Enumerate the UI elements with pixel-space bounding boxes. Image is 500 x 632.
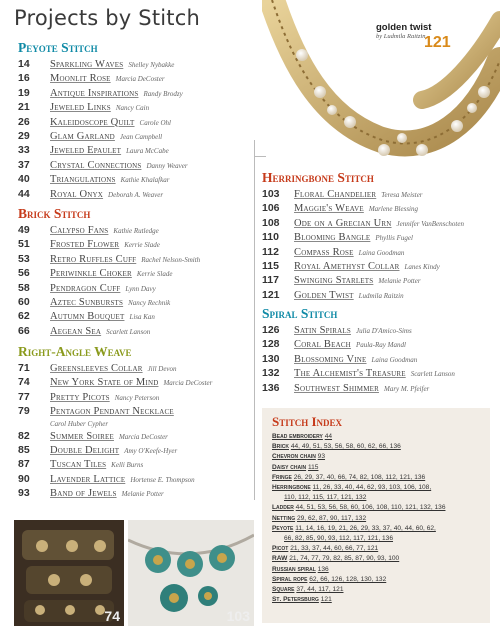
project-title-link[interactable]: Triangulations (50, 174, 116, 186)
project-author: Julia D'Amico-Sims (355, 327, 412, 335)
project-author: Carole Ohl (139, 118, 171, 127)
project-row (262, 324, 455, 338)
project-author: Danny Weaver (146, 161, 188, 170)
project-row (262, 217, 464, 231)
project-row (18, 362, 212, 376)
project-row (18, 267, 200, 281)
project-author: Mary M. Pfeifer (383, 384, 430, 393)
section-spiral (262, 306, 455, 396)
project-page-number: 106 (262, 202, 280, 215)
index-term: Square (272, 586, 295, 594)
stitch-index-list (262, 432, 490, 605)
project-author: Lanes Kindy (404, 262, 440, 271)
project-author: Nancy Cain (115, 104, 150, 113)
project-row (18, 444, 212, 458)
project-page-number: 128 (262, 338, 280, 351)
project-title-link[interactable]: Greensleeves Collar (50, 363, 143, 374)
project-author: Rachel Nelson-Smith (141, 255, 201, 264)
index-entry (272, 463, 490, 473)
index-pages-link[interactable]: 21, 74, 77, 79, 82, 85, 87, 90, 93, 100 (289, 555, 400, 563)
project-page-number: 79 (18, 405, 30, 418)
project-row (18, 87, 188, 101)
project-title-link[interactable]: Royal Amethyst Collar (294, 260, 400, 272)
index-pages-link[interactable]: 93 (317, 453, 326, 461)
project-page-number: 53 (18, 252, 30, 265)
project-row (18, 282, 200, 296)
project-title-link[interactable]: Crystal Connections (50, 159, 142, 171)
project-row (18, 325, 200, 339)
index-term: Picot (272, 545, 289, 553)
project-page-number: 82 (18, 429, 30, 442)
index-entry (272, 473, 490, 483)
project-row (18, 101, 188, 115)
project-author: Marcia DeCoster (163, 379, 213, 388)
index-entry (272, 452, 490, 462)
project-title-link[interactable]: Royal Onyx (50, 188, 104, 200)
photo-caption-author: by Ludmila Raitzin (376, 33, 426, 40)
project-title-link[interactable]: Antique Inspirations (50, 87, 139, 99)
project-author: Nancy Rechnik (128, 298, 171, 307)
project-author: Kathie Rutledge (113, 227, 159, 235)
project-title-link[interactable]: Maggie's Weave (294, 203, 364, 215)
bottom-photo-page: 74 (104, 608, 120, 624)
project-author: Jennifer VanBenschoten (396, 219, 464, 228)
section-peyote (18, 40, 188, 202)
project-row (262, 289, 464, 303)
index-pages-link[interactable]: 44, 49, 51, 53, 56, 58, 60, 62, 66, 136 (290, 443, 401, 451)
project-row (18, 296, 200, 310)
index-pages-link[interactable]: 66, 82, 85, 90, 93, 112, 117, 121, 136 (284, 535, 394, 543)
project-author: Jill Devon (147, 365, 177, 373)
index-pages-link[interactable]: 121 (320, 596, 332, 604)
section-heading: Peyote Stitch (18, 40, 98, 55)
project-author: Lisa Kan (129, 313, 155, 322)
project-page-number: 117 (262, 274, 279, 287)
project-author: Hortense E. Thompson (130, 475, 195, 484)
index-term: Herringbone (272, 484, 311, 492)
section-heading: Herringbone Stitch (262, 170, 374, 185)
project-page-number: 44 (18, 187, 30, 200)
project-author: Marcia DeCoster (118, 432, 168, 441)
project-page-number: 19 (18, 86, 30, 99)
project-page-number: 136 (262, 381, 280, 394)
project-title-link[interactable]: Frosted Flower (50, 239, 120, 251)
project-author: Kerrie Slade (136, 270, 173, 279)
project-page-number: 130 (262, 352, 280, 365)
project-page-number: 115 (262, 259, 279, 272)
index-term: Peyote (272, 524, 294, 532)
index-term: Spiral rope (272, 575, 308, 583)
project-row (18, 253, 200, 267)
index-term: Fringe (272, 473, 292, 481)
project-author: Carol Huber Cypher (50, 419, 109, 428)
section-heading: Brick Stitch (18, 206, 91, 221)
project-page-number: 37 (18, 158, 30, 171)
project-author: Kathie Khalafkar (120, 176, 170, 185)
index-pages-link[interactable]: 115 (307, 463, 319, 471)
stitch-index-title: Stitch Index (272, 414, 343, 429)
project-row (18, 391, 212, 405)
index-term: RAW (272, 555, 288, 563)
project-title-link[interactable]: Satin Spirals (294, 325, 351, 336)
project-row (262, 338, 455, 352)
project-title-link[interactable]: New York State of Mind (50, 377, 159, 389)
index-entry (272, 503, 490, 513)
project-page-number: 14 (18, 58, 30, 70)
project-page-number: 103 (262, 188, 280, 200)
project-title-link[interactable]: Glam Garland (50, 130, 115, 142)
project-title-link[interactable]: Pendragon Cuff (50, 282, 121, 294)
project-page-number: 108 (262, 216, 280, 229)
project-row (262, 231, 464, 245)
project-row (262, 260, 464, 274)
project-row (18, 130, 188, 144)
project-title-link[interactable]: Sparkling Waves (50, 59, 124, 70)
project-author: Kerrie Slade (124, 241, 160, 250)
column-divider-tick (254, 156, 266, 157)
project-title-link[interactable]: Lavender Lattice (50, 473, 126, 485)
index-pages-link[interactable]: 44, 51, 53, 56, 58, 60, 106, 108, 110, 121, 132, 136 (295, 504, 446, 512)
index-pages-link[interactable]: 37, 44, 117, 121 (296, 586, 344, 594)
index-entry (272, 514, 490, 524)
column-divider (254, 140, 255, 500)
project-title-link[interactable]: Retro Ruffles Cuff (50, 253, 137, 265)
index-term: Brick (272, 443, 289, 451)
project-row (18, 473, 212, 487)
index-pages-link[interactable]: 29, 62, 87, 90, 117, 132 (296, 514, 367, 522)
index-entry (272, 575, 490, 585)
project-page-number: 132 (262, 367, 280, 380)
project-page-number: 85 (18, 443, 30, 456)
project-title-link[interactable]: Jeweled Links (50, 102, 111, 114)
project-title-link[interactable]: Aegean Sea (50, 325, 102, 337)
project-page-number: 77 (18, 390, 30, 403)
project-row (262, 202, 464, 216)
project-author: Paula-Ray Mandl (355, 341, 406, 350)
index-entry (272, 585, 490, 595)
project-page-number: 93 (18, 487, 30, 500)
index-term: Bead embroidery (272, 433, 323, 440)
index-entry (272, 483, 490, 493)
project-title-link[interactable]: Swinging Starlets (294, 275, 374, 287)
project-page-number: 66 (18, 324, 30, 337)
page-title: Projects by Stitch (14, 6, 200, 30)
stitch-index-box (262, 408, 490, 623)
project-title-link[interactable]: Pretty Picots (50, 391, 110, 403)
project-title-link[interactable]: Compass Rose (294, 246, 354, 258)
project-page-number: 16 (18, 72, 30, 85)
project-author: Marcia DeCoster (115, 75, 165, 84)
section-heading: Right-Angle Weave (18, 344, 132, 359)
project-row (262, 246, 464, 260)
project-row (18, 144, 188, 158)
project-author: Melanie Potter (121, 490, 164, 499)
project-row (262, 188, 464, 202)
project-author: Amy O'Keefe-Hyer (124, 446, 178, 455)
index-term: Chevron chain (272, 453, 316, 461)
project-row (18, 238, 200, 252)
project-title-link[interactable]: Ode on a Grecian Urn (294, 217, 392, 229)
index-entry (284, 534, 490, 544)
project-page-number: 21 (18, 101, 30, 114)
index-entry (272, 524, 490, 534)
project-page-number: 90 (18, 472, 30, 485)
project-author: Laura McCabe (126, 147, 169, 156)
project-title-link[interactable]: Double Delight (50, 444, 120, 456)
project-title-link[interactable]: Blooming Bangle (294, 232, 371, 244)
bottom-photo-74 (14, 520, 124, 626)
project-row (18, 58, 188, 72)
bottom-photo-103 (128, 520, 254, 626)
project-row (18, 376, 212, 390)
project-row (18, 188, 188, 202)
project-row (18, 405, 212, 419)
project-author: Shelley Nybakke (128, 61, 175, 69)
section-right-angle-weave (18, 344, 212, 502)
project-page-number: 56 (18, 267, 30, 280)
project-page-number: 60 (18, 295, 30, 308)
project-title-link[interactable]: Periwinkle Choker (50, 268, 132, 280)
project-title-link[interactable]: Kaleidoscope Quilt (50, 116, 135, 128)
project-title-link[interactable]: Golden Twist (294, 289, 354, 301)
project-title-link[interactable]: Autumn Bouquet (50, 311, 125, 323)
project-title-link[interactable]: Blossoming Vine (294, 353, 367, 365)
project-title-link[interactable]: Southwest Shimmer (294, 382, 379, 394)
index-pages-link[interactable]: 110, 112, 115, 117, 121, 132 (284, 494, 367, 502)
project-row (262, 382, 455, 396)
index-pages-link[interactable]: 11, 14, 16, 19, 21, 26, 29, 33, 37, 40, 44, 60, 62, (295, 524, 436, 532)
photo-caption-page: 121 (424, 34, 451, 51)
project-row (18, 224, 200, 238)
index-pages-link[interactable]: 11, 26, 33, 40, 44, 62, 93, 103, 106, 108, (312, 484, 432, 492)
project-title-link[interactable]: Summer Soiree (50, 430, 114, 442)
project-page-number: 26 (18, 115, 30, 128)
project-row (18, 487, 212, 501)
project-title-link[interactable]: Aztec Sunbursts (50, 296, 124, 308)
project-author: Marlene Blessing (368, 205, 418, 214)
index-pages-link[interactable]: 62, 66, 126, 128, 130, 132 (309, 575, 387, 583)
section-brick (18, 206, 200, 339)
project-title-link[interactable]: Floral Chandelier (294, 189, 377, 200)
project-title-link[interactable]: Coral Beach (294, 339, 351, 351)
index-entry (284, 493, 490, 503)
project-row (18, 310, 200, 324)
project-author: Laina Goodman (371, 355, 418, 364)
index-term: Ladder (272, 504, 294, 512)
section-heading: Spiral Stitch (262, 306, 338, 321)
project-row (18, 173, 188, 187)
project-title-link[interactable]: Jeweled Epaulet (50, 145, 122, 157)
bottom-photo-page: 103 (226, 608, 250, 624)
project-author: Laina Goodman (358, 248, 405, 257)
project-row (18, 159, 188, 173)
project-title-link[interactable]: The Alchemist's Treasure (294, 368, 406, 380)
project-page-number: 40 (18, 173, 30, 186)
project-page-number: 112 (262, 245, 279, 258)
project-author: Scarlett Lanson (410, 370, 455, 379)
index-entry (272, 554, 490, 564)
project-author: Lynn Davy (125, 284, 156, 293)
project-row (18, 116, 188, 130)
project-author: Teresa Meister (381, 191, 423, 199)
project-title-link[interactable]: Calypso Fans (50, 225, 109, 236)
project-page-number: 87 (18, 458, 30, 471)
project-page-number: 126 (262, 324, 280, 336)
project-title-link[interactable]: Moonlit Rose (50, 73, 111, 85)
project-row (18, 430, 212, 444)
index-entry (272, 544, 490, 554)
index-pages-link[interactable]: 136 (317, 565, 329, 573)
project-author: Nancy Peterson (114, 393, 160, 402)
project-title-link[interactable]: Band of Jewels (50, 488, 117, 500)
project-page-number: 110 (262, 231, 279, 244)
project-page-number: 74 (18, 376, 30, 389)
index-entry (272, 565, 490, 575)
index-entry (272, 442, 490, 452)
project-author: Phyllis Fugel (375, 234, 413, 243)
project-author: Scarlett Lanson (106, 327, 151, 336)
index-term: Russian spiral (272, 565, 316, 573)
project-page-number: 58 (18, 281, 30, 294)
index-term: Netting (272, 514, 296, 522)
photo-caption-title: golden twist (376, 22, 432, 33)
project-author: Jean Campbell (119, 132, 163, 141)
index-entry (272, 432, 490, 442)
project-title-link[interactable]: Tuscan Tiles (50, 459, 107, 471)
project-author: Deborah A. Weaver (108, 190, 164, 199)
project-row (262, 367, 455, 381)
index-pages-link[interactable]: 44 (324, 433, 333, 440)
index-term: Daisy chain (272, 463, 307, 471)
project-row (18, 72, 188, 86)
project-row (262, 353, 455, 367)
project-author: Ludmila Raitzin (358, 291, 404, 300)
project-author: Randy Brodzy (143, 89, 183, 98)
project-page-number: 51 (18, 238, 30, 251)
project-page-number: 29 (18, 129, 30, 142)
project-page-number: 121 (262, 288, 280, 301)
project-page-number: 71 (18, 362, 30, 374)
project-page-number: 62 (18, 310, 30, 323)
project-author: Melanie Potter (378, 277, 421, 286)
index-pages-link[interactable]: 26, 29, 37, 40, 66, 74, 82, 108, 112, 121, 136 (293, 473, 426, 481)
project-author: Kelli Burns (111, 461, 144, 470)
project-page-number: 49 (18, 224, 30, 236)
project-row (18, 458, 212, 472)
index-pages-link[interactable]: 21, 33, 37, 44, 60, 66, 77, 121 (290, 545, 379, 553)
project-row (262, 274, 464, 288)
project-page-number: 33 (18, 144, 30, 157)
section-herringbone (262, 170, 464, 303)
index-term: St. Petersburg (272, 596, 319, 604)
photo-caption (376, 22, 451, 51)
index-entry (272, 595, 490, 605)
project-title-link[interactable]: Pentagon Pendant Necklace (50, 406, 174, 418)
